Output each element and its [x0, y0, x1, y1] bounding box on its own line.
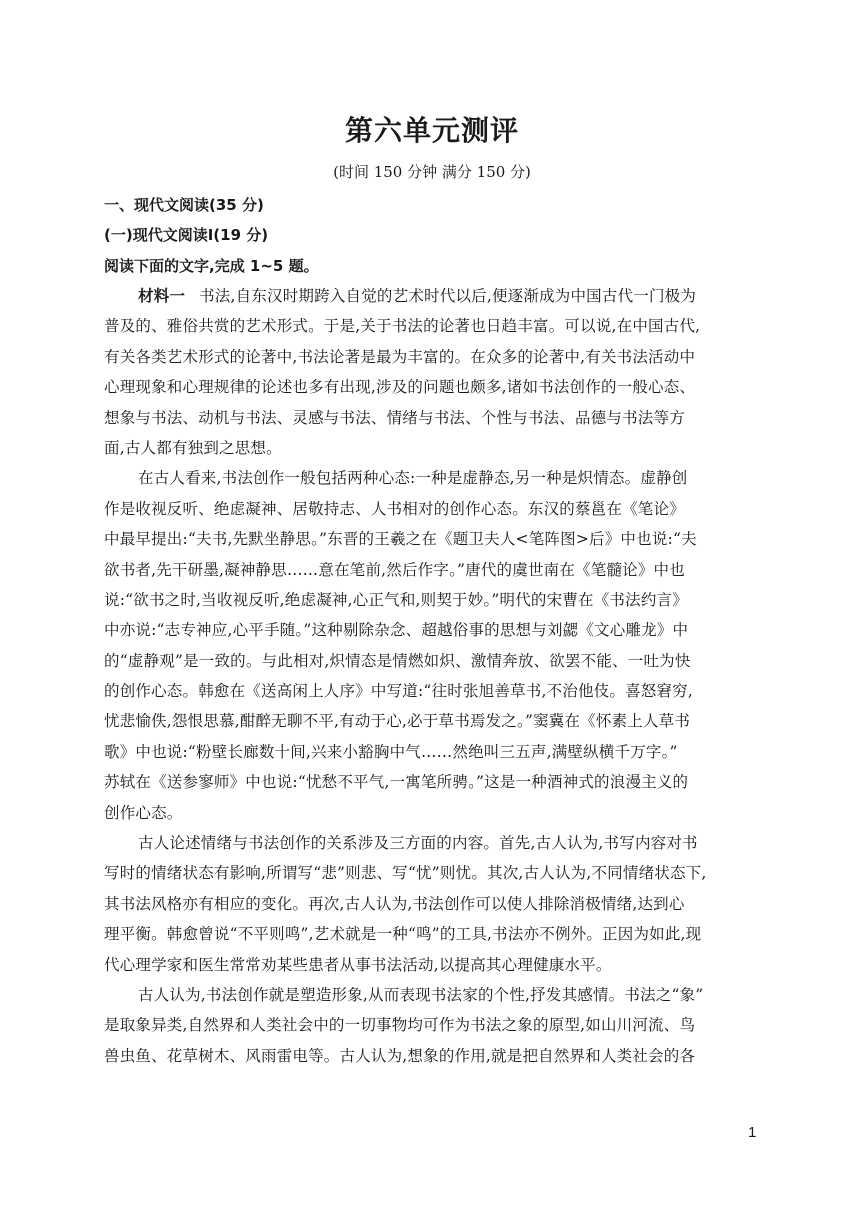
document-page [104, 0, 760, 1216]
text-line: 有关各类艺术形式的论著中,书法论著是最为丰富的。在众多的论著中,有关书法活动中 [104, 347, 696, 366]
section-heading: 一、现代文阅读(35 分) [104, 196, 264, 214]
text-line: 作是收视反听、绝虑凝神、居敬持志、人书相对的创作心态。东汉的蔡邕在《笔论》 [104, 499, 685, 518]
text-line: 歌》中也说:“粉壁长廊数十间,兴来小豁胸中气……然绝叫三五声,满壁纵横千万字。” [104, 742, 678, 761]
text-line: 说:“欲书之时,当收视反听,绝虑凝神,心正气和,则契于妙。”明代的宋曹在《书法约言》 [104, 590, 688, 609]
text-line: 古人认为,书法创作就是塑造形象,从而表现书法家的个性,抒发其感情。书法之“象” [138, 985, 704, 1004]
material-label: 材料一 [138, 287, 186, 305]
text-line: 心理现象和心理规律的论述也多有出现,涉及的问题也颇多,诸如书法创作的一般心态、 [104, 378, 696, 397]
text-line: 其书法风格亦有相应的变化。再次,古人认为,书法创作可以使人排除消极情绪,达到心 [104, 894, 685, 913]
text-line: 在古人看来,书法创作一般包括两种心态:一种是虚静态,另一种是炽情态。虚静创 [138, 469, 688, 488]
reading-instruction: 阅读下面的文字,完成 1~5 题。 [104, 257, 319, 275]
text-line: 想象与书法、动机与书法、灵感与书法、情绪与书法、个性与书法、品德与书法等方 [104, 408, 685, 427]
text-line: 古人论述情绪与书法创作的关系涉及三方面的内容。首先,古人认为,书写内容对书 [138, 834, 698, 853]
text-line: 面,古人都有独到之思想。 [104, 438, 282, 457]
text-line: 的“虚静观”是一致的。与此相对,炽情态是情燃如炽、激情奔放、欲罢不能、一吐为快 [104, 651, 691, 670]
text-line: 苏轼在《送参寥师》中也说:“忧愁不平气,一寓笔所骋。”这是一种酒神式的浪漫主义的 [104, 773, 689, 792]
text-line: 中最早提出:“夫书,先默坐静思。”东晋的王羲之在《题卫夫人<笔阵图>后》中也说:“夫 [104, 530, 697, 549]
page-number: 1 [748, 1124, 757, 1141]
subsection-heading: (一)现代文阅读Ⅰ(19 分) [104, 226, 269, 244]
text-line: 是取象异类,自然界和人类社会中的一切事物均可作为书法之象的原型,如山川河流、鸟 [104, 1016, 696, 1035]
text-line: 的创作心态。韩愈在《送高闲上人序》中写道:“往时张旭善草书,不治他伎。喜怒窘穷, [104, 682, 694, 701]
text-line: 材料一 书法,自东汉时期跨入自觉的艺术时代以后,便逐渐成为中国古代一门极为 [138, 287, 697, 305]
page-title: 第六单元测评 [344, 114, 519, 147]
text-line: 普及的、雅俗共赏的艺术形式。于是,关于书法的论著也日趋丰富。可以说,在中国古代, [104, 317, 701, 336]
passage [104, 281, 764, 1071]
text-line: 写时的情绪状态有影响,所谓写“悲”则悲、写“忧”则忧。其次,古人认为,不同情绪状态下, [104, 864, 707, 883]
text-line: 中亦说:“志专神应,心平手随。”这种剔除杂念、超越俗事的思想与刘勰《文心雕龙》中 [104, 621, 689, 640]
text-line: 欲书者,先干研墨,凝神静思……意在笔前,然后作字。”唐代的虞世南在《笔髓论》中也 [104, 560, 685, 579]
text-line: 代心理学家和医生常常劝某些患者从事书法活动,以提高其心理健康水平。 [104, 955, 612, 974]
text-line: 忧悲愉佚,怨恨思慕,酣醉无聊不平,有动于心,必于草书焉发之。”窦冀在《怀素上人草书 [104, 712, 691, 731]
exam-info: (时间 150 分钟 满分 150 分) [333, 163, 531, 181]
text-line: 理平衡。韩愈曾说“不平则鸣”,艺术就是一种“鸣”的工具,书法亦不例外。正因为如此,现 [104, 925, 702, 944]
text-line: 创作心态。 [104, 803, 183, 822]
text-line: 兽虫鱼、花草树木、风雨雷电等。古人认为,想象的作用,就是把自然界和人类社会的各 [104, 1046, 696, 1065]
